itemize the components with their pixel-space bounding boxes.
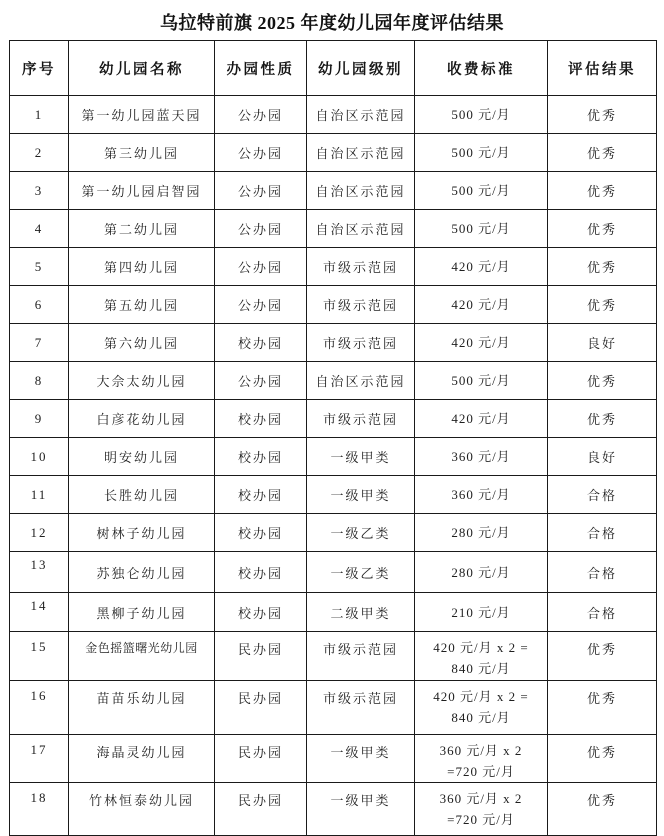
cell-level: 自治区示范园 <box>307 210 415 248</box>
cell-serial: 17 <box>10 735 69 783</box>
cell-name: 长胜幼儿园 <box>69 476 215 514</box>
cell-name: 苗苗乐幼儿园 <box>69 681 215 735</box>
cell-fee: 420 元/月 <box>415 286 548 324</box>
cell-result: 优秀 <box>548 172 657 210</box>
cell-name: 第五幼儿园 <box>69 286 215 324</box>
cell-level: 市级示范园 <box>307 324 415 362</box>
cell-result: 优秀 <box>548 783 657 836</box>
table-row <box>10 286 657 324</box>
cell-name: 第三幼儿园 <box>69 134 215 172</box>
table-row <box>10 324 657 362</box>
cell-result: 优秀 <box>548 286 657 324</box>
cell-level: 市级示范园 <box>307 400 415 438</box>
cell-level: 自治区示范园 <box>307 172 415 210</box>
table-row <box>10 438 657 476</box>
cell-type: 校办园 <box>215 514 307 552</box>
cell-result: 合格 <box>548 514 657 552</box>
column-header-fee: 收费标准 <box>415 41 548 96</box>
table-body <box>10 96 657 836</box>
cell-serial: 13 <box>10 552 69 593</box>
cell-name: 第一幼儿园启智园 <box>69 172 215 210</box>
cell-fee: 360 元/月 <box>415 438 548 476</box>
cell-name: 竹林恒泰幼儿园 <box>69 783 215 836</box>
cell-serial: 3 <box>10 172 69 210</box>
cell-serial: 11 <box>10 476 69 514</box>
table-row <box>10 514 657 552</box>
cell-fee: 420 元/月 x 2 = 840 元/月 <box>415 681 548 735</box>
cell-type: 校办园 <box>215 593 307 632</box>
cell-fee: 280 元/月 <box>415 552 548 593</box>
cell-result: 优秀 <box>548 248 657 286</box>
cell-type: 公办园 <box>215 362 307 400</box>
cell-type: 公办园 <box>215 248 307 286</box>
cell-result: 良好 <box>548 438 657 476</box>
table-row <box>10 134 657 172</box>
cell-result: 优秀 <box>548 632 657 681</box>
cell-name: 苏独仑幼儿园 <box>69 552 215 593</box>
table-row <box>10 362 657 400</box>
cell-serial: 5 <box>10 248 69 286</box>
cell-type: 校办园 <box>215 476 307 514</box>
cell-type: 校办园 <box>215 400 307 438</box>
cell-fee: 500 元/月 <box>415 96 548 134</box>
cell-fee: 420 元/月 x 2 = 840 元/月 <box>415 632 548 681</box>
cell-fee: 420 元/月 <box>415 400 548 438</box>
table-row <box>10 476 657 514</box>
column-header-serial: 序号 <box>10 41 69 96</box>
cell-serial: 9 <box>10 400 69 438</box>
cell-fee: 360 元/月 x 2 =720 元/月 <box>415 735 548 783</box>
table-row <box>10 400 657 438</box>
table-row <box>10 172 657 210</box>
column-header-level: 幼儿园级别 <box>307 41 415 96</box>
cell-serial: 8 <box>10 362 69 400</box>
cell-type: 民办园 <box>215 632 307 681</box>
cell-name: 大佘太幼儿园 <box>69 362 215 400</box>
cell-name: 金色摇篮曙光幼儿园 <box>69 632 215 681</box>
cell-result: 良好 <box>548 324 657 362</box>
page-title: 乌拉特前旗 2025 年度幼儿园年度评估结果 <box>160 13 504 33</box>
cell-name: 第二幼儿园 <box>69 210 215 248</box>
table-row <box>10 632 657 681</box>
cell-result: 优秀 <box>548 134 657 172</box>
cell-name: 海晶灵幼儿园 <box>69 735 215 783</box>
table-row <box>10 735 657 783</box>
table-row <box>10 552 657 593</box>
cell-type: 公办园 <box>215 96 307 134</box>
cell-result: 合格 <box>548 476 657 514</box>
cell-fee: 420 元/月 <box>415 324 548 362</box>
cell-level: 一级乙类 <box>307 552 415 593</box>
table-row <box>10 248 657 286</box>
cell-type: 民办园 <box>215 783 307 836</box>
cell-fee: 500 元/月 <box>415 172 548 210</box>
cell-result: 合格 <box>548 552 657 593</box>
cell-result: 优秀 <box>548 400 657 438</box>
cell-serial: 4 <box>10 210 69 248</box>
cell-serial: 15 <box>10 632 69 681</box>
cell-serial: 12 <box>10 514 69 552</box>
cell-level: 市级示范园 <box>307 248 415 286</box>
cell-serial: 10 <box>10 438 69 476</box>
cell-type: 公办园 <box>215 286 307 324</box>
cell-type: 校办园 <box>215 552 307 593</box>
table-row <box>10 593 657 632</box>
cell-fee: 500 元/月 <box>415 210 548 248</box>
cell-level: 一级甲类 <box>307 438 415 476</box>
cell-serial: 2 <box>10 134 69 172</box>
cell-level: 自治区示范园 <box>307 96 415 134</box>
cell-type: 公办园 <box>215 210 307 248</box>
cell-result: 合格 <box>548 593 657 632</box>
cell-name: 第一幼儿园蓝天园 <box>69 96 215 134</box>
table-row <box>10 681 657 735</box>
cell-serial: 16 <box>10 681 69 735</box>
cell-type: 民办园 <box>215 735 307 783</box>
table-row <box>10 783 657 836</box>
cell-fee: 500 元/月 <box>415 362 548 400</box>
cell-result: 优秀 <box>548 96 657 134</box>
cell-result: 优秀 <box>548 681 657 735</box>
cell-fee: 420 元/月 <box>415 248 548 286</box>
cell-fee: 210 元/月 <box>415 593 548 632</box>
cell-serial: 18 <box>10 783 69 836</box>
cell-serial: 1 <box>10 96 69 134</box>
cell-type: 民办园 <box>215 681 307 735</box>
cell-level: 一级甲类 <box>307 735 415 783</box>
cell-level: 一级甲类 <box>307 783 415 836</box>
cell-level: 自治区示范园 <box>307 362 415 400</box>
cell-name: 明安幼儿园 <box>69 438 215 476</box>
cell-result: 优秀 <box>548 735 657 783</box>
cell-level: 市级示范园 <box>307 681 415 735</box>
cell-type: 校办园 <box>215 438 307 476</box>
cell-level: 一级乙类 <box>307 514 415 552</box>
cell-level: 二级甲类 <box>307 593 415 632</box>
cell-result: 优秀 <box>548 362 657 400</box>
cell-serial: 7 <box>10 324 69 362</box>
cell-result: 优秀 <box>548 210 657 248</box>
column-header-name: 幼儿园名称 <box>69 41 215 96</box>
cell-serial: 14 <box>10 593 69 632</box>
cell-fee: 360 元/月 <box>415 476 548 514</box>
cell-name: 树林子幼儿园 <box>69 514 215 552</box>
header-row <box>10 41 657 96</box>
evaluation-table <box>9 40 657 836</box>
cell-serial: 6 <box>10 286 69 324</box>
table-row <box>10 210 657 248</box>
column-header-type: 办园性质 <box>215 41 307 96</box>
cell-fee: 360 元/月 x 2 =720 元/月 <box>415 783 548 836</box>
cell-type: 校办园 <box>215 324 307 362</box>
cell-type: 公办园 <box>215 172 307 210</box>
cell-name: 黑柳子幼儿园 <box>69 593 215 632</box>
cell-name: 第四幼儿园 <box>69 248 215 286</box>
table-row <box>10 96 657 134</box>
cell-type: 公办园 <box>215 134 307 172</box>
cell-level: 市级示范园 <box>307 632 415 681</box>
cell-name: 白彦花幼儿园 <box>69 400 215 438</box>
cell-level: 一级甲类 <box>307 476 415 514</box>
column-header-result: 评估结果 <box>548 41 657 96</box>
cell-level: 市级示范园 <box>307 286 415 324</box>
cell-name: 第六幼儿园 <box>69 324 215 362</box>
cell-fee: 280 元/月 <box>415 514 548 552</box>
cell-fee: 500 元/月 <box>415 134 548 172</box>
cell-level: 自治区示范园 <box>307 134 415 172</box>
